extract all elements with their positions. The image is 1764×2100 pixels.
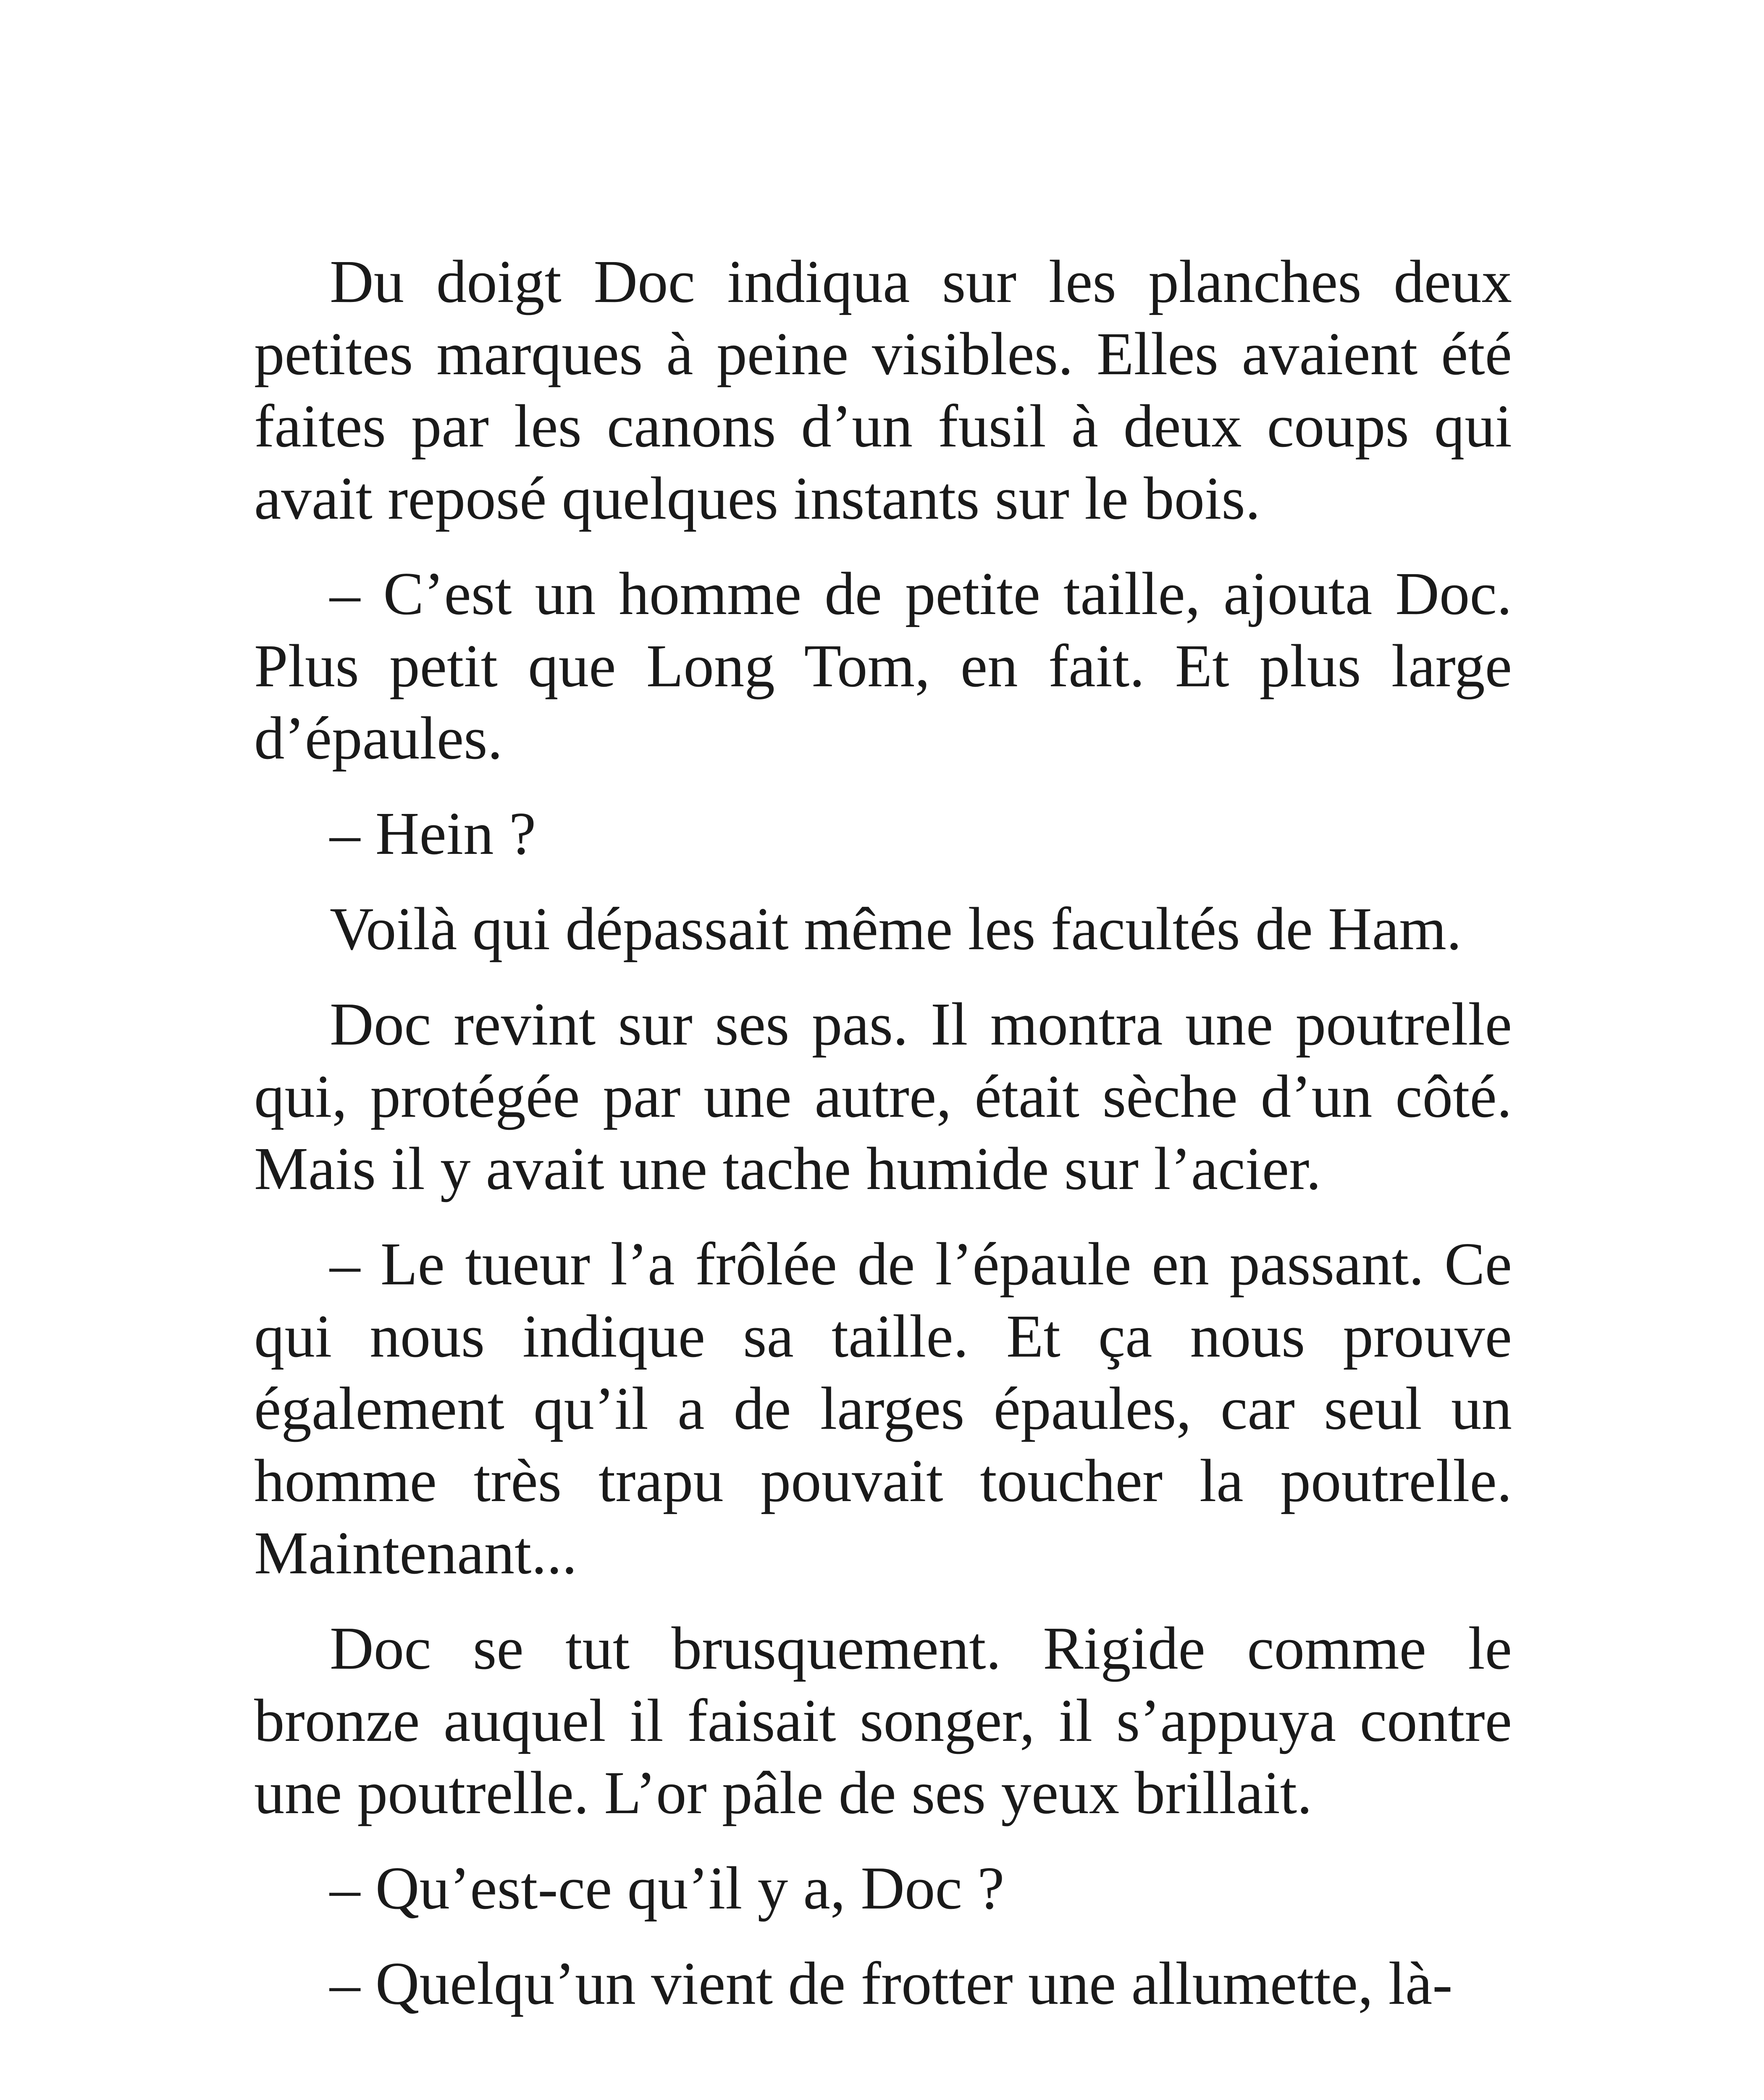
paragraph: Voilà qui dépassait même les facultés de Ham. bbox=[330, 895, 1462, 963]
paragraph: – Le tueur l’a frôlée de l’épaule en passant. Ce qui nous indique sa taille. Et ça nous prouve également qu’il a de larges épaules, car seul un homme très trapu pouvait toucher la poutrelle. Maintenant... bbox=[254, 1231, 1512, 1587]
paragraph: – Hein ? bbox=[330, 800, 536, 867]
paragraph: Doc se tut brusquement. Rigide comme le bronze auquel il faisait songer, il s’appuya contre une poutrelle. L’or pâle de ses yeux brillait. bbox=[254, 1615, 1512, 1827]
body-text bbox=[254, 246, 1512, 2043]
paragraph: – Qu’est-ce qu’il y a, Doc ? bbox=[330, 1855, 1005, 1922]
paragraph: Du doigt Doc indiqua sur les planches deux petites marques à peine visibles. Elles avaient été faites par les canons d’un fusil à deux coups qui avait reposé quelques instants sur le bois. bbox=[254, 248, 1512, 532]
paragraph: – Quelqu’un vient de frotter une allumette, là- bbox=[330, 1950, 1453, 2017]
page-number bbox=[0, 2098, 1764, 2100]
paragraph: Doc revint sur ses pas. Il montra une poutrelle qui, protégée par une autre, était sèche d’un côté. Mais il y avait une tache humide sur l’acier. bbox=[254, 991, 1512, 1202]
paragraph: – C’est un homme de petite taille, ajouta Doc. Plus petit que Long Tom, en fait. Et plus large d’épaules. bbox=[254, 560, 1512, 772]
